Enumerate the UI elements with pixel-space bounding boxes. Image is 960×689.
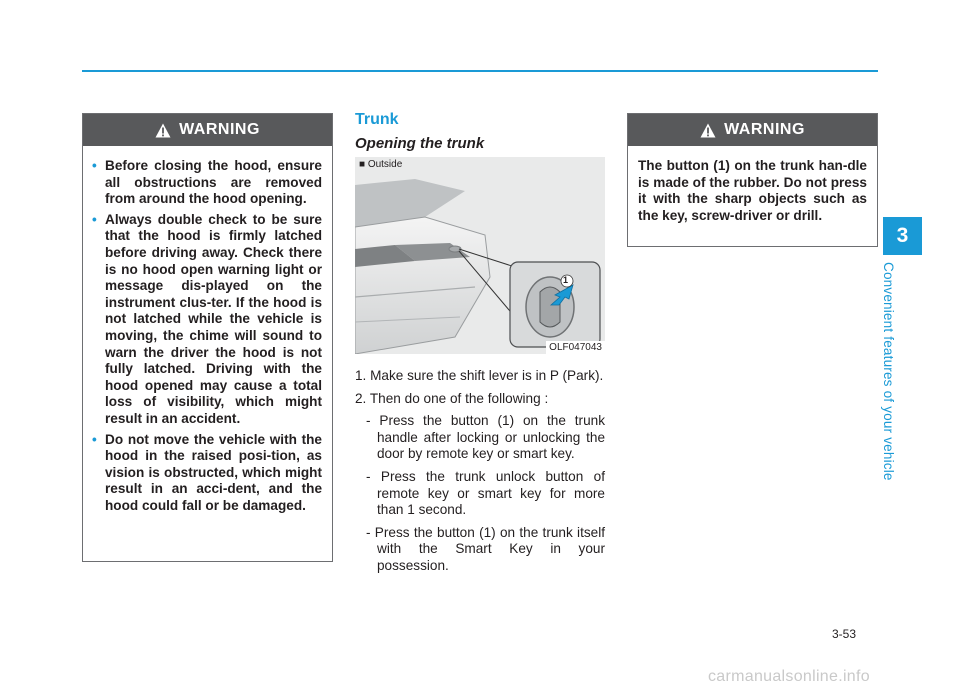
warning-item: • Before closing the hood, ensure all obstructions are removed from around the hood opening.: [92, 158, 322, 207]
car-rear-drawing: [355, 157, 605, 354]
step-2: 2. Then do one of the following :: [355, 390, 549, 406]
warning-box-trunk-button: [627, 113, 878, 247]
bullet-icon: •: [92, 158, 97, 173]
step-1: 1. Make sure the shift lever is in P (Park).: [355, 368, 604, 383]
top-rule: [82, 70, 878, 72]
warning-list: [83, 146, 332, 514]
warning-header: [83, 114, 332, 146]
warning-triangle-icon: [155, 123, 171, 138]
warning-item: • Do not move the vehicle with the hood in the raised posi-tion, as vision is obstructed, which might result in an acci-dent, and the hood could fall or be damaged.: [92, 431, 322, 513]
sub-title: Opening the trunk: [355, 135, 485, 152]
trunk-illustration: [355, 157, 605, 354]
chapter-tab[interactable]: 3: [883, 217, 922, 255]
callout-number: 1: [563, 275, 569, 285]
warning-box-hood: [82, 113, 333, 562]
bullet-icon: •: [92, 431, 97, 447]
sub-step: - Press the trunk unlock button of remote key or smart key for more than 1 second.: [366, 468, 605, 518]
warning-text: The button (1) on the trunk han-dle is made of the rubber. Do not press it with the sharp objects such as the key, screw-driver or drill.: [638, 158, 867, 223]
warning-triangle-icon: [700, 123, 716, 138]
trunk-steps: [355, 368, 605, 581]
chapter-title: Convenient features of your vehicle: [881, 262, 896, 481]
page-number: 3-53: [832, 627, 857, 641]
figure-code: OLF047043: [546, 341, 605, 354]
sub-step: - Press the button (1) on the trunk handle after locking or unlocking the door by remote key or smart key.: [366, 413, 605, 462]
watermark: carmanualsonline.info: [708, 668, 870, 685]
warning-item: • Always double check to be sure that the hood is firmly latched before driving away. Check there is no hood open warning light or message dis-played on the instrument clus-ter. If the hood is not latched while the vehicle is moving, the chime will sound to warn the driver the hood is not fully latched. Driving with the hood opened may cause a total loss of visibility, which might result in an accident.: [92, 211, 322, 426]
bullet-icon: •: [92, 211, 97, 227]
warning-header: [628, 114, 877, 146]
warning-heading: WARNING: [724, 121, 805, 138]
section-title: Trunk: [355, 111, 399, 128]
figure-label: ■ Outside: [359, 159, 403, 170]
warning-heading: WARNING: [179, 121, 260, 138]
sub-step: - Press the button (1) on the trunk itself with the Smart Key in your possession.: [366, 524, 605, 573]
